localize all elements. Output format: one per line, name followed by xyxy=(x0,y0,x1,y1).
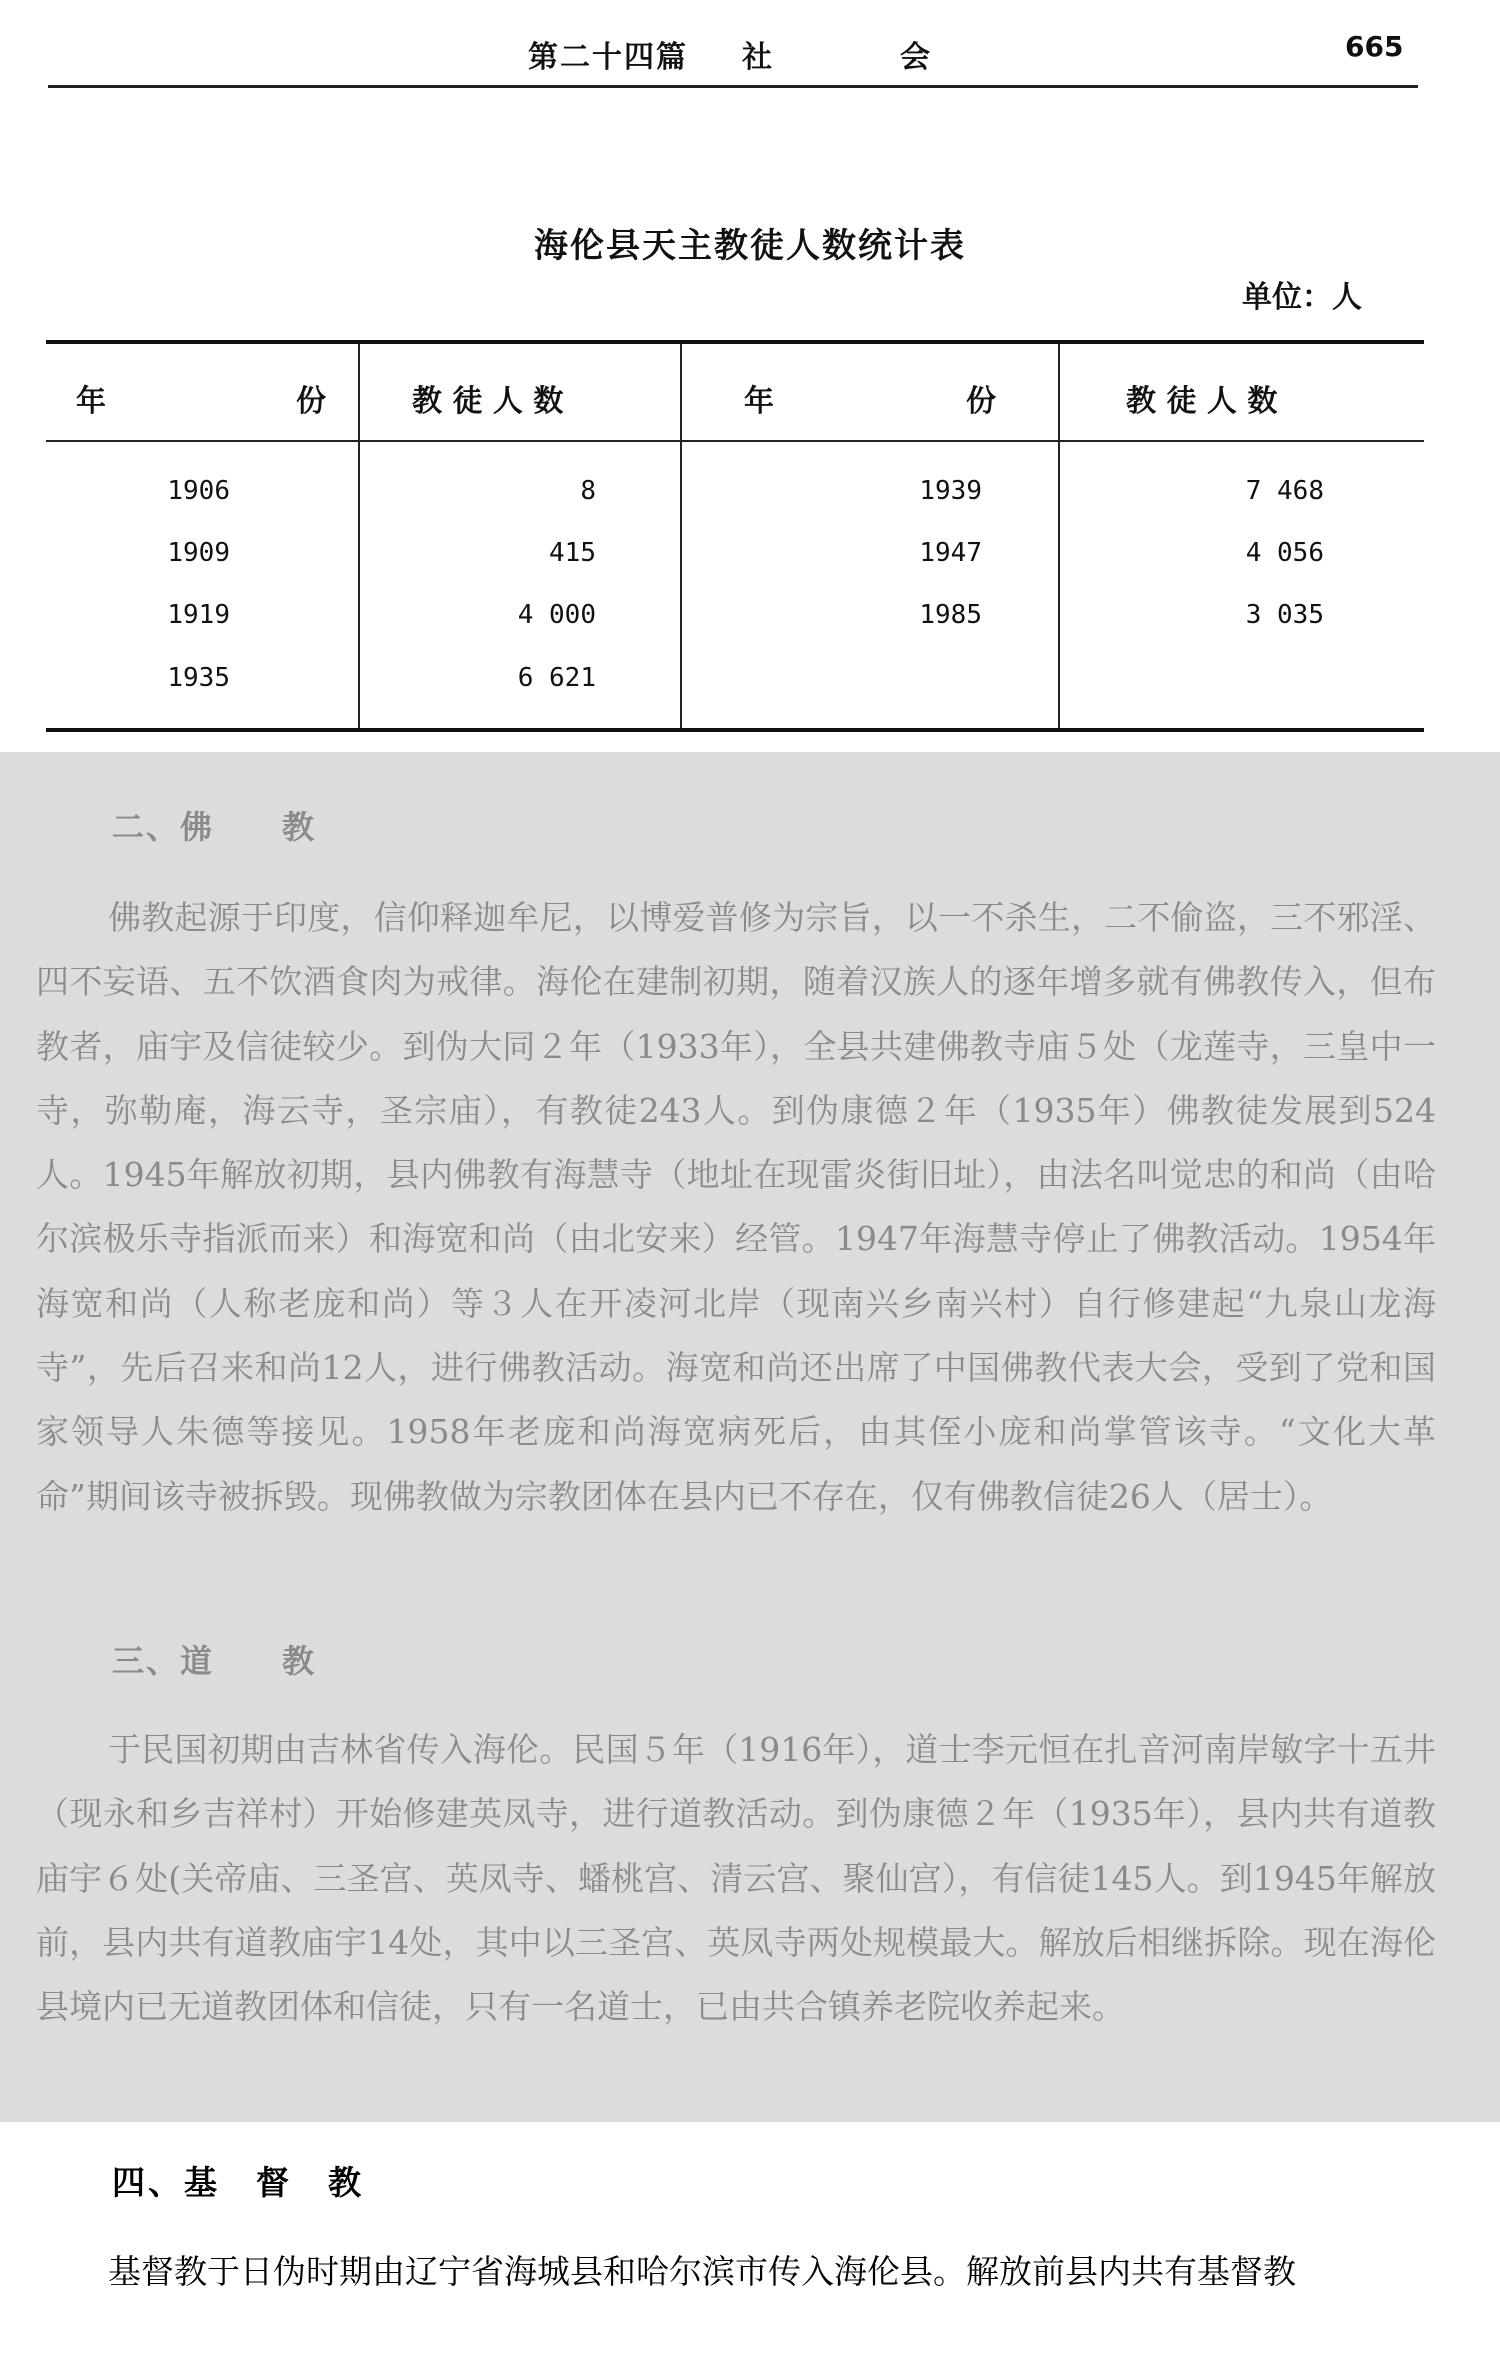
page-header xyxy=(0,0,1500,100)
year-cell: 1947 xyxy=(919,538,982,568)
header-count-left: 教 徒 人 数 xyxy=(412,384,564,419)
table-top-rule xyxy=(46,340,1424,344)
header-year-left-b: 份 xyxy=(296,384,326,419)
year-cell: 1919 xyxy=(167,600,230,630)
header-year-right-b: 份 xyxy=(966,384,996,419)
table-header-rule xyxy=(46,440,1424,442)
section-title-part-1: 社 xyxy=(742,40,772,75)
year-cell: 1935 xyxy=(167,663,230,693)
column-divider xyxy=(358,344,360,728)
column-divider xyxy=(1058,344,1060,728)
page-number: 665 xyxy=(1345,30,1404,63)
count-cell: 4 056 xyxy=(1245,538,1324,568)
count-cell: 415 xyxy=(549,538,596,568)
statistics-table xyxy=(46,340,1424,735)
header-year-left-a: 年 xyxy=(76,384,106,419)
year-cell: 1906 xyxy=(167,476,230,506)
count-cell: 3 035 xyxy=(1245,600,1324,630)
year-cell: 1909 xyxy=(167,538,230,568)
christianity-paragraph: 基督教于日伪时期由辽宁省海城县和哈尔滨市传入海伦县。解放前县内共有基督教 xyxy=(108,2252,1296,2291)
count-cell: 6 621 xyxy=(517,663,596,693)
table-bottom-rule xyxy=(46,728,1424,732)
taoism-paragraph: 于民国初期由吉林省传入海伦。民国５年（1916年），道士李元恒在扎音河南岸敏字十五井（现永和乡吉祥村）开始修建英凤寺，进行道教活动。到伪康德２年（1935年），县内共有道教庙宇６处(关帝庙、三圣宫、英凤寺、蟠桃宫、清云宫、聚仙宫），有信徒145人。到1945年解放前，县内共有道教庙宇14处，其中以三圣宫、英凤寺两处规模最大。解放后相继拆除。现在海伦县境内已无道教团体和信徒，只有一名道士，已由共合镇养老院收养起来。 xyxy=(36,1730,1436,2027)
count-cell: 7 468 xyxy=(1245,476,1324,506)
header-rule xyxy=(48,85,1418,88)
table-title: 海伦县天主教徒人数统计表 xyxy=(534,226,966,266)
buddhism-heading: 二、佛 教 xyxy=(112,808,317,846)
header-count-right: 教 徒 人 数 xyxy=(1126,384,1278,419)
chapter-title: 第二十四篇 xyxy=(528,40,688,75)
count-cell: 8 xyxy=(580,476,596,506)
year-cell: 1985 xyxy=(919,600,982,630)
header-year-right-a: 年 xyxy=(744,384,774,419)
table-unit: 单位：人 xyxy=(1242,280,1362,315)
taoism-heading: 三、道 教 xyxy=(112,1642,317,1680)
count-cell: 4 000 xyxy=(517,600,596,630)
year-cell: 1939 xyxy=(919,476,982,506)
shaded-text-region xyxy=(0,752,1500,2122)
section-title-part-2: 会 xyxy=(900,40,930,75)
buddhism-paragraph: 佛教起源于印度，信仰释迦牟尼，以博爱普修为宗旨，以一不杀生，二不偷盗，三不邪淫、四不妄语、五不饮酒食肉为戒律。海伦在建制初期，随着汉族人的逐年增多就有佛教传入，但布教者，庙宇及信徒较少。到伪大同２年（1933年），全县共建佛教寺庙５处（龙莲寺，三皇中一寺，弥勒庵，海云寺，圣宗庙），有教徒243人。到伪康德２年（1935年）佛教徒发展到524人。1945年解放初期，县内佛教有海慧寺（地址在现雷炎街旧址），由法名叫觉忠的和尚（由哈尔滨极乐寺指派而来）和海宽和尚（由北安来）经管。1947年海慧寺停止了佛教活动。1954年海宽和尚（人称老庞和尚）等３人在开凌河北岸（现南兴乡南兴村）自行修建起“九泉山龙海寺”，先后召来和尚12人，进行佛教活动。海宽和尚还出席了中国佛教代表大会，受到了党和国家领导人朱德等接见。1958年老庞和尚海宽病死后，由其侄小庞和尚掌管该寺。“文化大革命”期间该寺被拆毁。现佛教做为宗教团体在县内已不存在，仅有佛教信徒26人（居士）。 xyxy=(36,898,1436,1516)
column-divider xyxy=(680,344,682,728)
christianity-heading: 四、基 督 教 xyxy=(112,2163,364,2202)
